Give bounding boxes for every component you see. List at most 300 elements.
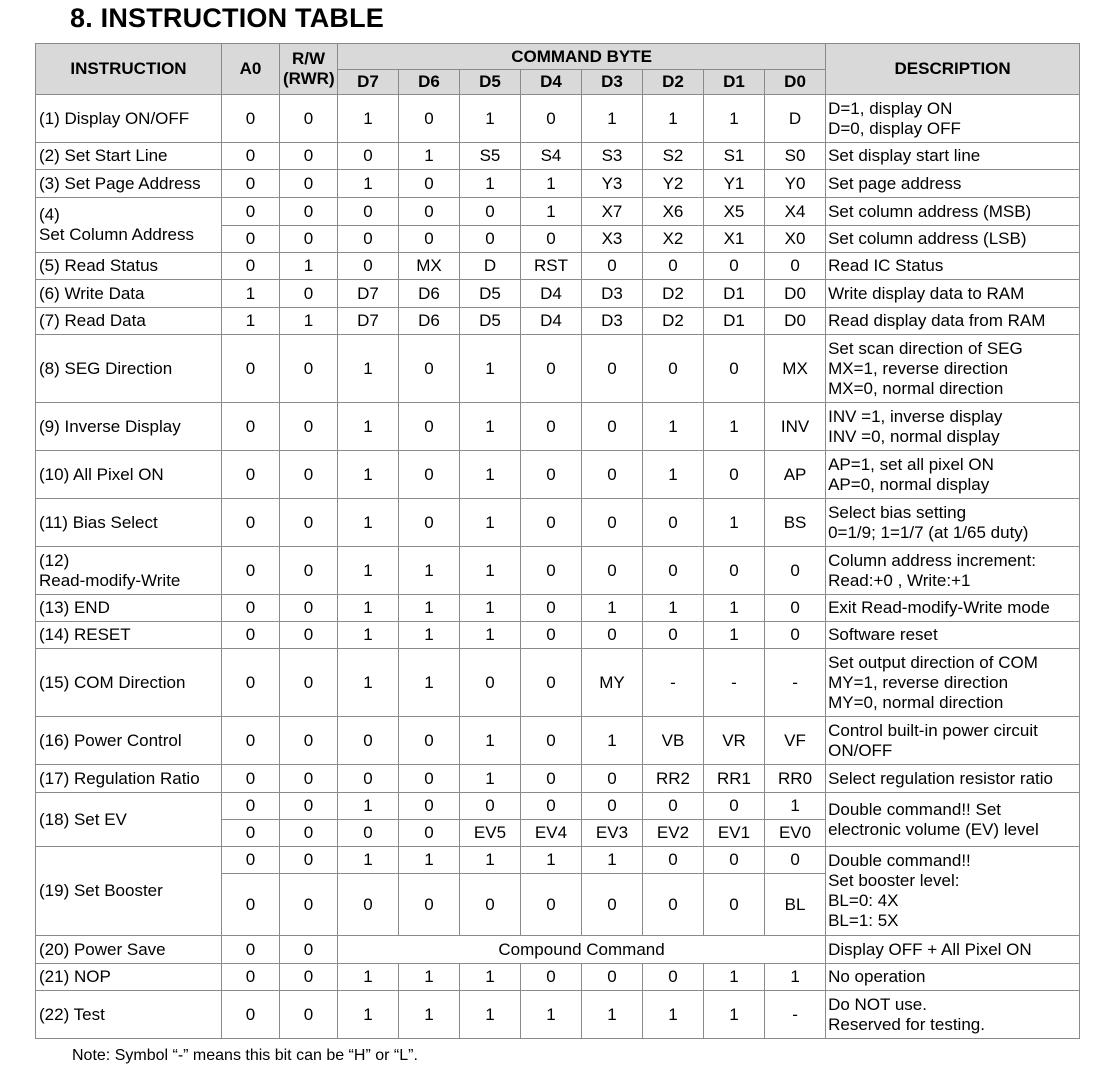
bit-cell-d1: RR1 — [704, 765, 765, 793]
description-cell-line: Column address increment: — [828, 550, 1036, 570]
a0-cell: 0 — [222, 499, 280, 547]
rw-cell: 0 — [280, 403, 338, 451]
description-cell-line: Reserved for testing. — [828, 1014, 985, 1034]
instruction-name-line: (22) Test — [39, 1004, 105, 1024]
table-note: Note: Symbol “-” means this bit can be “H” or “L”. — [72, 1047, 418, 1064]
bit-cell-d7: 0 — [338, 226, 399, 253]
description-cell-line: MY=0, normal direction — [828, 692, 1004, 712]
instruction-name — [36, 403, 222, 451]
bit-cell-d3: 0 — [582, 499, 643, 547]
bit-cell-d1: D1 — [704, 308, 765, 335]
bit-cell-d5: 1 — [460, 335, 521, 403]
bit-cell-d4: D4 — [521, 280, 582, 308]
instruction-name-line: (1) Display ON/OFF — [39, 108, 190, 128]
bit-cell-d1: - — [704, 649, 765, 717]
bit-cell-d7: 1 — [338, 499, 399, 547]
description-cell — [826, 499, 1080, 547]
bit-cell-d6: 0 — [399, 198, 460, 226]
description-cell — [826, 226, 1080, 253]
bit-cell-d4: 0 — [521, 964, 582, 991]
bit-cell-d7: 1 — [338, 451, 399, 499]
header-description: DESCRIPTION — [826, 44, 1080, 95]
bit-cell-d2: Y2 — [643, 170, 704, 198]
compound-command-cell: Compound Command — [338, 936, 826, 964]
description-cell-line: INV =0, normal display — [828, 426, 1000, 446]
rw-cell: 0 — [280, 547, 338, 595]
description-cell-line: AP=0, normal display — [828, 474, 990, 494]
description-cell-line: Display OFF + All Pixel ON — [828, 939, 1032, 959]
bit-cell-d4: 1 — [521, 170, 582, 198]
description-cell — [826, 717, 1080, 765]
description-cell-line: Do NOT use. — [828, 994, 927, 1014]
instruction-name-line: (20) Power Save — [39, 939, 166, 959]
bit-cell-d5: 1 — [460, 95, 521, 143]
bit-cell-d3: 0 — [582, 451, 643, 499]
bit-cell-d0: 0 — [765, 253, 826, 280]
a0-cell: 0 — [222, 820, 280, 847]
instruction-name — [36, 308, 222, 335]
bit-cell-d2: RR2 — [643, 765, 704, 793]
bit-cell-d7: 0 — [338, 717, 399, 765]
bit-cell-d2: 0 — [643, 499, 704, 547]
table-row — [36, 991, 1080, 1039]
description-cell — [826, 198, 1080, 226]
description-cell-line: MX=0, normal direction — [828, 378, 1004, 398]
bit-cell-d7: 0 — [338, 874, 399, 936]
bit-cell-d3: D3 — [582, 280, 643, 308]
instruction-name-line: (18) Set EV — [39, 809, 127, 829]
bit-cell-d5: 1 — [460, 451, 521, 499]
bit-cell-d5: 0 — [460, 793, 521, 820]
bit-cell-d0: 1 — [765, 793, 826, 820]
bit-cell-d4: 0 — [521, 649, 582, 717]
description-cell — [826, 765, 1080, 793]
bit-cell-d5: 0 — [460, 874, 521, 936]
instruction-name — [36, 280, 222, 308]
a0-cell: 0 — [222, 964, 280, 991]
bit-cell-d0: S0 — [765, 143, 826, 170]
bit-cell-d5: 1 — [460, 499, 521, 547]
bit-cell-d2: X6 — [643, 198, 704, 226]
instruction-name-line: (12) — [39, 550, 70, 570]
header-a0: A0 — [222, 44, 280, 95]
rw-cell: 0 — [280, 451, 338, 499]
bit-cell-d5: 0 — [460, 226, 521, 253]
instruction-name — [36, 991, 222, 1039]
description-cell — [826, 936, 1080, 964]
bit-cell-d1: D1 — [704, 280, 765, 308]
bit-cell-d3: S3 — [582, 143, 643, 170]
rw-cell: 0 — [280, 964, 338, 991]
bit-cell-d6: 0 — [399, 95, 460, 143]
description-cell-line: 0=1/9; 1=1/7 (at 1/65 duty) — [828, 522, 1029, 542]
header-command-byte: COMMAND BYTE — [338, 44, 826, 70]
instruction-name — [36, 649, 222, 717]
bit-cell-d4: S4 — [521, 143, 582, 170]
bit-cell-d6: 0 — [399, 403, 460, 451]
bit-cell-d5: 1 — [460, 991, 521, 1039]
bit-cell-d3: 0 — [582, 622, 643, 649]
bit-cell-d7: D7 — [338, 308, 399, 335]
bit-cell-d6: 1 — [399, 622, 460, 649]
description-cell-line: Double command!! — [828, 851, 971, 870]
instruction-name-line: (19) Set Booster — [39, 881, 163, 900]
bit-cell-d0: D0 — [765, 308, 826, 335]
description-cell — [826, 170, 1080, 198]
rw-cell: 1 — [280, 308, 338, 335]
header-rw-line2: (RWR) — [283, 69, 335, 88]
bit-cell-d0: EV0 — [765, 820, 826, 847]
a0-cell: 0 — [222, 143, 280, 170]
bit-cell-d7: 0 — [338, 820, 399, 847]
bit-cell-d7: 1 — [338, 335, 399, 403]
description-cell-line: AP=1, set all pixel ON — [828, 454, 994, 474]
bit-cell-d0: INV — [765, 403, 826, 451]
bit-cell-d5: 0 — [460, 198, 521, 226]
bit-cell-d2: 0 — [643, 547, 704, 595]
bit-cell-d0: BS — [765, 499, 826, 547]
bit-cell-d0: 1 — [765, 964, 826, 991]
description-cell-line: Read IC Status — [828, 256, 944, 275]
bit-cell-d2: 0 — [643, 793, 704, 820]
bit-cell-d7: 1 — [338, 649, 399, 717]
rw-cell: 0 — [280, 820, 338, 847]
header-bit-d1: D1 — [704, 70, 765, 95]
instruction-name — [36, 253, 222, 280]
instruction-name-line: Read-modify-Write — [39, 570, 181, 590]
rw-cell: 0 — [280, 143, 338, 170]
bit-cell-d6: 0 — [399, 499, 460, 547]
bit-cell-d2: X2 — [643, 226, 704, 253]
bit-cell-d4: 0 — [521, 595, 582, 622]
bit-cell-d3: 1 — [582, 717, 643, 765]
bit-cell-d6: 0 — [399, 820, 460, 847]
bit-cell-d4: 0 — [521, 335, 582, 403]
bit-cell-d1: 1 — [704, 964, 765, 991]
bit-cell-d2: 1 — [643, 451, 704, 499]
bit-cell-d3: 0 — [582, 335, 643, 403]
bit-cell-d1: X5 — [704, 198, 765, 226]
rw-cell: 0 — [280, 335, 338, 403]
instruction-name-line: (13) END — [39, 598, 110, 617]
a0-cell: 0 — [222, 335, 280, 403]
bit-cell-d3: EV3 — [582, 820, 643, 847]
description-cell-line: electronic volume (EV) level — [828, 819, 1039, 839]
bit-cell-d5: 1 — [460, 622, 521, 649]
bit-cell-d3: 1 — [582, 847, 643, 874]
table-row — [36, 451, 1080, 499]
bit-cell-d5: D5 — [460, 280, 521, 308]
bit-cell-d1: 1 — [704, 622, 765, 649]
bit-cell-d3: Y3 — [582, 170, 643, 198]
bit-cell-d0: X0 — [765, 226, 826, 253]
description-cell-line: BL=1: 5X — [828, 911, 899, 930]
description-cell — [826, 595, 1080, 622]
bit-cell-d3: 0 — [582, 793, 643, 820]
header-bit-d0: D0 — [765, 70, 826, 95]
instruction-name-line: (4) — [39, 205, 60, 224]
bit-cell-d2: VB — [643, 717, 704, 765]
bit-cell-d5: 1 — [460, 403, 521, 451]
bit-cell-d5: S5 — [460, 143, 521, 170]
bit-cell-d2: - — [643, 649, 704, 717]
description-cell-line: D=1, display ON — [828, 98, 953, 118]
bit-cell-d7: 1 — [338, 595, 399, 622]
bit-cell-d5: 1 — [460, 717, 521, 765]
description-cell-line: MX=1, reverse direction — [828, 358, 1009, 378]
bit-cell-d7: 1 — [338, 403, 399, 451]
bit-cell-d6: 0 — [399, 226, 460, 253]
bit-cell-d4: 0 — [521, 95, 582, 143]
bit-cell-d6: 0 — [399, 717, 460, 765]
rw-cell: 0 — [280, 991, 338, 1039]
bit-cell-d7: 0 — [338, 198, 399, 226]
table-row — [36, 253, 1080, 280]
rw-cell: 0 — [280, 622, 338, 649]
bit-cell-d7: 0 — [338, 765, 399, 793]
description-cell — [826, 991, 1080, 1039]
bit-cell-d2: 1 — [643, 595, 704, 622]
instruction-name-line: (14) RESET — [39, 625, 131, 644]
instruction-table — [35, 43, 1080, 1039]
a0-cell: 0 — [222, 793, 280, 820]
description-cell-line: Control built-in power circuit — [828, 720, 1038, 740]
description-cell-line: Set scan direction of SEG — [828, 338, 1023, 358]
bit-cell-d1: X1 — [704, 226, 765, 253]
bit-cell-d6: 1 — [399, 649, 460, 717]
instruction-name — [36, 499, 222, 547]
table-row — [36, 622, 1080, 649]
bit-cell-d7: 1 — [338, 95, 399, 143]
bit-cell-d4: 0 — [521, 622, 582, 649]
bit-cell-d0: 0 — [765, 547, 826, 595]
bit-cell-d2: S2 — [643, 143, 704, 170]
rw-cell: 0 — [280, 170, 338, 198]
description-cell — [826, 451, 1080, 499]
a0-cell: 0 — [222, 547, 280, 595]
bit-cell-d4: 0 — [521, 403, 582, 451]
a0-cell: 0 — [222, 403, 280, 451]
bit-cell-d0: - — [765, 649, 826, 717]
instruction-name — [36, 847, 222, 936]
instruction-name — [36, 793, 222, 847]
description-cell-line: Set column address (LSB) — [828, 229, 1027, 248]
bit-cell-d2: D2 — [643, 308, 704, 335]
header-bit-d2: D2 — [643, 70, 704, 95]
bit-cell-d2: 0 — [643, 335, 704, 403]
table-row — [36, 547, 1080, 595]
description-cell-line: Exit Read-modify-Write mode — [828, 598, 1050, 617]
instruction-name — [36, 964, 222, 991]
bit-cell-d3: 0 — [582, 547, 643, 595]
bit-cell-d5: 1 — [460, 765, 521, 793]
bit-cell-d4: 0 — [521, 451, 582, 499]
bit-cell-d5: D5 — [460, 308, 521, 335]
bit-cell-d4: EV4 — [521, 820, 582, 847]
rw-cell: 0 — [280, 649, 338, 717]
bit-cell-d4: 1 — [521, 847, 582, 874]
bit-cell-d1: 0 — [704, 335, 765, 403]
table-row — [36, 847, 1080, 874]
bit-cell-d7: 1 — [338, 793, 399, 820]
a0-cell: 1 — [222, 280, 280, 308]
a0-cell: 0 — [222, 991, 280, 1039]
instruction-name-line: (8) SEG Direction — [39, 358, 173, 378]
a0-cell: 0 — [222, 451, 280, 499]
bit-cell-d3: 0 — [582, 874, 643, 936]
bit-cell-d1: Y1 — [704, 170, 765, 198]
bit-cell-d5: 1 — [460, 170, 521, 198]
rw-cell: 0 — [280, 499, 338, 547]
bit-cell-d6: D6 — [399, 308, 460, 335]
table-row — [36, 649, 1080, 717]
bit-cell-d0: D0 — [765, 280, 826, 308]
header-rw — [280, 44, 338, 95]
bit-cell-d7: 0 — [338, 253, 399, 280]
description-cell — [826, 280, 1080, 308]
rw-cell: 0 — [280, 280, 338, 308]
bit-cell-d3: X3 — [582, 226, 643, 253]
table-row — [36, 308, 1080, 335]
bit-cell-d4: 0 — [521, 765, 582, 793]
table-row — [36, 793, 1080, 820]
bit-cell-d1: 0 — [704, 793, 765, 820]
a0-cell: 0 — [222, 936, 280, 964]
bit-cell-d6: 0 — [399, 335, 460, 403]
bit-cell-d4: 0 — [521, 793, 582, 820]
bit-cell-d3: 1 — [582, 991, 643, 1039]
bit-cell-d6: 1 — [399, 143, 460, 170]
bit-cell-d0: VF — [765, 717, 826, 765]
bit-cell-d3: 1 — [582, 595, 643, 622]
a0-cell: 0 — [222, 595, 280, 622]
description-cell — [826, 335, 1080, 403]
description-cell-line: Select regulation resistor ratio — [828, 768, 1053, 788]
description-cell-line: BL=0: 4X — [828, 891, 899, 910]
bit-cell-d1: 1 — [704, 499, 765, 547]
bit-cell-d2: EV2 — [643, 820, 704, 847]
bit-cell-d2: D2 — [643, 280, 704, 308]
rw-cell: 0 — [280, 847, 338, 874]
rw-cell: 0 — [280, 198, 338, 226]
table-header — [36, 44, 1080, 95]
bit-cell-d6: 1 — [399, 595, 460, 622]
description-cell-line: Set booster level: — [828, 871, 960, 890]
instruction-name — [36, 143, 222, 170]
bit-cell-d2: 1 — [643, 991, 704, 1039]
description-cell-line: Read:+0 , Write:+1 — [828, 570, 971, 590]
table-row — [36, 143, 1080, 170]
rw-cell: 0 — [280, 765, 338, 793]
instruction-name — [36, 765, 222, 793]
table-row — [36, 280, 1080, 308]
bit-cell-d0: BL — [765, 874, 826, 936]
bit-cell-d3: MY — [582, 649, 643, 717]
bit-cell-d7: 1 — [338, 622, 399, 649]
bit-cell-d4: D4 — [521, 308, 582, 335]
bit-cell-d0: MX — [765, 335, 826, 403]
rw-cell: 0 — [280, 717, 338, 765]
header-bit-d5: D5 — [460, 70, 521, 95]
a0-cell: 0 — [222, 226, 280, 253]
description-cell-line: No operation — [828, 967, 926, 986]
bit-cell-d0: - — [765, 991, 826, 1039]
bit-cell-d0: 0 — [765, 622, 826, 649]
description-cell — [826, 622, 1080, 649]
bit-cell-d3: 0 — [582, 253, 643, 280]
bit-cell-d6: 1 — [399, 847, 460, 874]
table-row — [36, 964, 1080, 991]
bit-cell-d0: RR0 — [765, 765, 826, 793]
a0-cell: 1 — [222, 308, 280, 335]
bit-cell-d6: 0 — [399, 765, 460, 793]
description-cell — [826, 793, 1080, 847]
bit-cell-d0: D — [765, 95, 826, 143]
bit-cell-d2: 0 — [643, 622, 704, 649]
bit-cell-d3: D3 — [582, 308, 643, 335]
bit-cell-d6: 1 — [399, 964, 460, 991]
instruction-name — [36, 595, 222, 622]
bit-cell-d5: 1 — [460, 595, 521, 622]
bit-cell-d7: 1 — [338, 964, 399, 991]
bit-cell-d5: EV5 — [460, 820, 521, 847]
description-cell-line: Read display data from RAM — [828, 311, 1046, 330]
bit-cell-d5: 1 — [460, 964, 521, 991]
a0-cell: 0 — [222, 622, 280, 649]
table-row — [36, 198, 1080, 226]
header-rw-line1: R/W — [291, 49, 326, 68]
a0-cell: 0 — [222, 170, 280, 198]
bit-cell-d2: 0 — [643, 847, 704, 874]
rw-cell: 0 — [280, 874, 338, 936]
description-cell — [826, 847, 1080, 936]
bit-cell-d6: 0 — [399, 793, 460, 820]
bit-cell-d6: 1 — [399, 547, 460, 595]
bit-cell-d1: 0 — [704, 253, 765, 280]
a0-cell: 0 — [222, 717, 280, 765]
bit-cell-d2: 0 — [643, 874, 704, 936]
table-row — [36, 717, 1080, 765]
bit-cell-d2: 1 — [643, 95, 704, 143]
bit-cell-d1: VR — [704, 717, 765, 765]
bit-cell-d4: 0 — [521, 499, 582, 547]
bit-cell-d1: EV1 — [704, 820, 765, 847]
bit-cell-d3: X7 — [582, 198, 643, 226]
a0-cell: 0 — [222, 198, 280, 226]
bit-cell-d3: 0 — [582, 765, 643, 793]
bit-cell-d1: 0 — [704, 547, 765, 595]
bit-cell-d0: Y0 — [765, 170, 826, 198]
table-row — [36, 95, 1080, 143]
bit-cell-d7: 1 — [338, 847, 399, 874]
description-cell-line: Set display start line — [828, 146, 981, 165]
header-bit-d3: D3 — [582, 70, 643, 95]
a0-cell: 0 — [222, 874, 280, 936]
bit-cell-d1: 0 — [704, 847, 765, 874]
a0-cell: 0 — [222, 649, 280, 717]
bit-cell-d6: MX — [399, 253, 460, 280]
bit-cell-d1: 0 — [704, 874, 765, 936]
bit-cell-d7: 1 — [338, 170, 399, 198]
instruction-name — [36, 335, 222, 403]
bit-cell-d2: 1 — [643, 403, 704, 451]
bit-cell-d5: 1 — [460, 547, 521, 595]
instruction-name — [36, 936, 222, 964]
header-bit-d7: D7 — [338, 70, 399, 95]
instruction-name — [36, 717, 222, 765]
description-cell-line: Set output direction of COM — [828, 652, 1038, 672]
bit-cell-d6: 0 — [399, 874, 460, 936]
